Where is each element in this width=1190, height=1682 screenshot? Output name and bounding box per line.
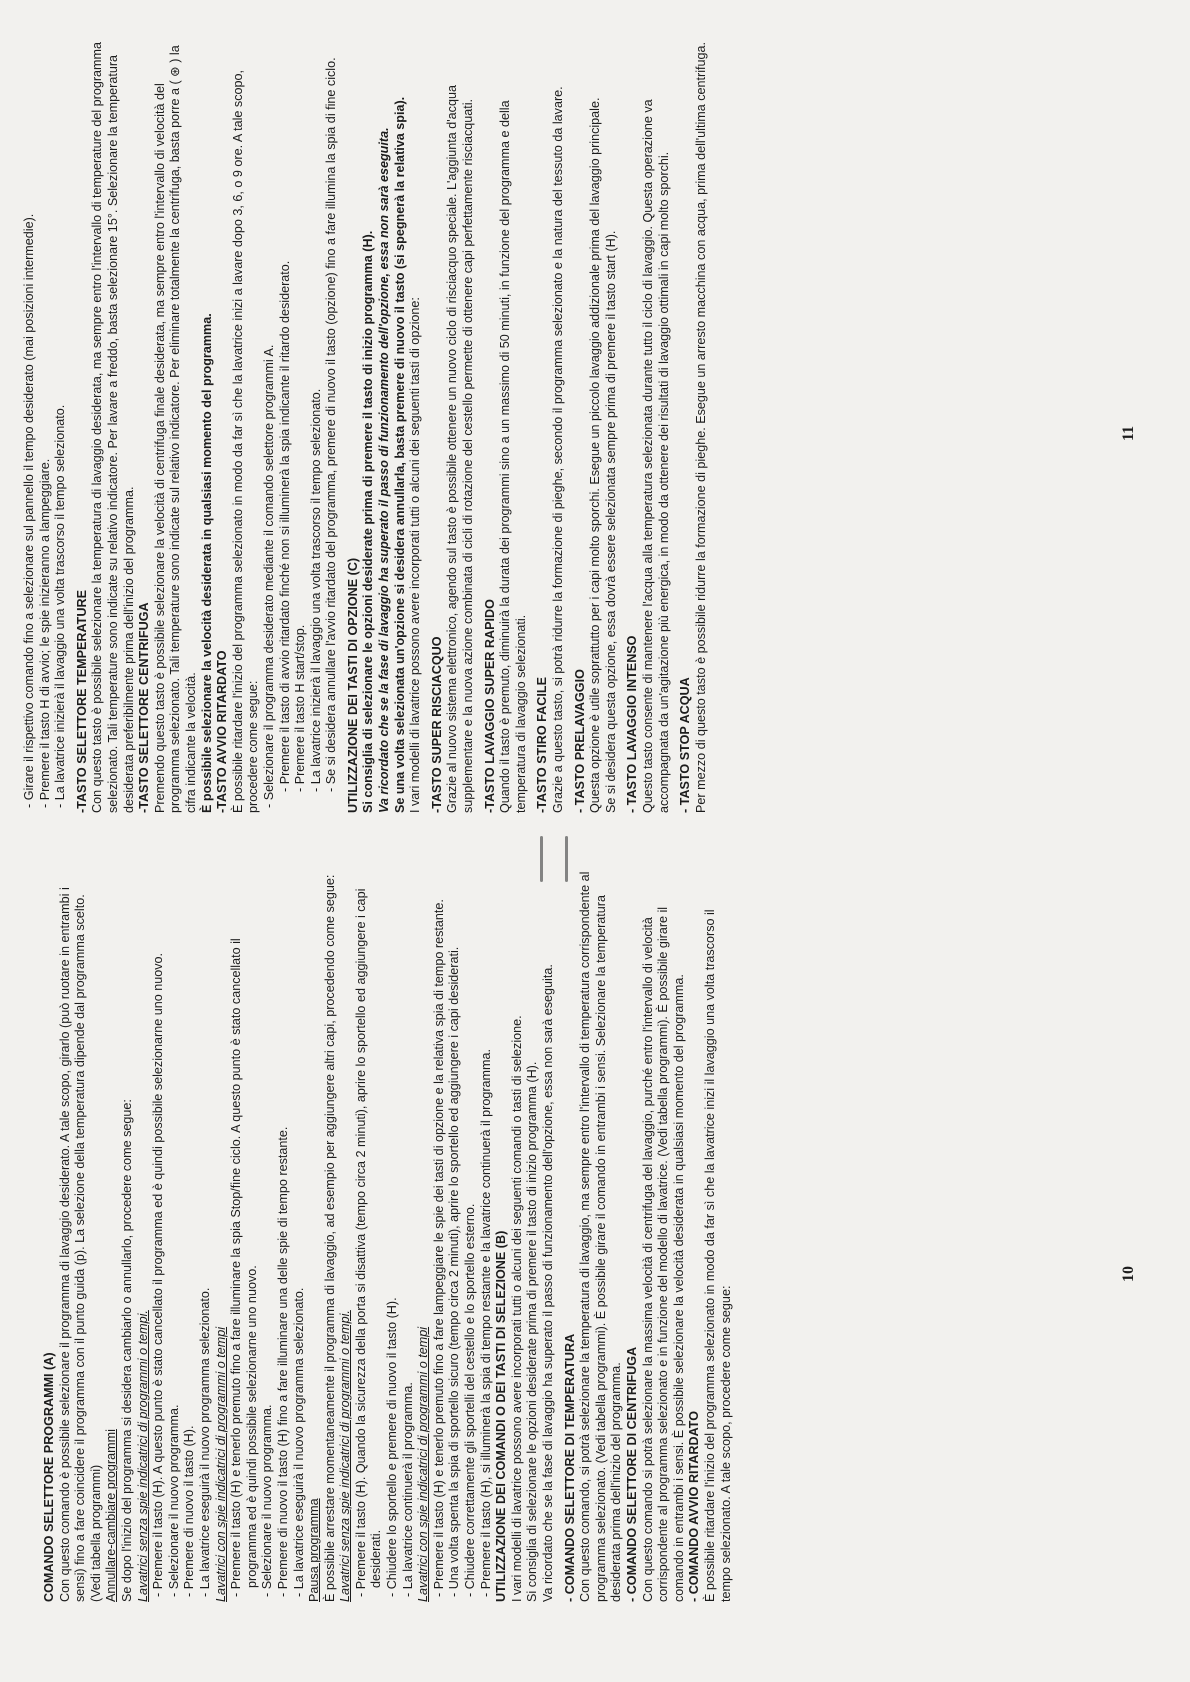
text-line: - TASTO LAVAGGIO INTENSO xyxy=(625,635,640,813)
text-line: Lavatrici con spie indicatrici di programmi o tempi xyxy=(213,1326,228,1602)
text-line: Pausa programma xyxy=(307,1498,322,1602)
text-line: Questo tasto consente di mantenere l'acqua alla temperatura selezionata durante tutto il ciclo di lavaggio. Questa operazione va accompagnata da un'agitazione più energica, in modo da ottenere dei risultati di lavaggio ottimali in capi molto sporchi. xyxy=(640,99,671,813)
text-line: UTILIZZAZIONE DEI TASTI DI OPZIONE (C) xyxy=(345,557,360,813)
text-line: I vari modelli di lavatrice possono avere incorporati tutti o alcuni dei seguenti comandi o tasti di selezione. xyxy=(509,1015,524,1602)
text-line: Se dopo l'inizio del programma si desidera cambiarlo o annullarlo, procedere come segue: xyxy=(119,1099,134,1602)
text-line: - COMANDO SELETTORE DI CENTRIFUGA xyxy=(624,1346,639,1602)
text-line: Con questo comando è possibile selezionare il programma di lavaggio desiderato. A tale scopo, girarlo (può ruotare in entrambi i sensi) fino a fare coincidere il programma con il punto guida (p). La selezione della temperatura dipende dal programma scelto. (Vedi tabella programmi) xyxy=(57,887,103,1602)
text-line: - Premere di nuovo il tasto (H) fino a fare illuminare una delle spie di tempo restante. xyxy=(275,1126,290,1597)
text-line: - La lavatrice inizierà il lavaggio una volta trascorso il tempo selezionato. xyxy=(53,404,68,808)
text-line: - Premere il tasto H di avvio; le spie inizieranno a lampeggiare. xyxy=(37,458,52,808)
text-line: - TASTO STOP ACQUA xyxy=(678,677,693,813)
text-line: -TASTO SELETTORE CENTRIFUGA xyxy=(137,602,152,813)
text-line: È possibile ritardare l'inizio del programma selezionato in modo da far sì che la lavatrice inizi il lavaggio una volta trascorso il tempo selezionato. A tale scopo, procedere come segue: xyxy=(702,909,733,1602)
text-line: - Selezionare il nuovo programma. xyxy=(260,1404,275,1597)
text-line: -TASTO STIRO FACILE xyxy=(535,677,550,813)
text-line: - Chiudere lo sportello e premere di nuovo il tasto (H). xyxy=(385,1297,400,1597)
text-line: - TASTO PRELAVAGGIO xyxy=(572,669,587,813)
text-line: -TASTO SELETTORE TEMPERATURE xyxy=(74,590,89,813)
text-line: Lavatrici senza spie indicatrici di programmi o tempi. xyxy=(338,1310,353,1602)
text-line: - La lavatrice eseguirà il nuovo programma selezionato. xyxy=(291,1287,306,1597)
text-line: - Premere il tasto (H). Quando la sicurezza della porta si disattiva (tempo circa 2 minuti), aprire lo sportello ed aggiungere i capi desiderati. xyxy=(353,888,384,1597)
text-line: Grazie a questo tasto, si potrà ridurre la formazione di pieghe, secondo il programma selezionato e la natura del tessuto da lavare. xyxy=(551,86,565,813)
text-line: Si consiglia di selezionare le opzioni desiderate prima di premere il tasto di inizio programma (H). xyxy=(361,230,376,813)
text-line: Lavatrici con spie indicatrici di programmi o tempi xyxy=(416,1326,431,1602)
text-line: - COMANDO AVVIO RITARDATO xyxy=(687,1411,702,1602)
text-line: - Premere il tasto H start/stop. xyxy=(293,624,308,792)
scan-mark xyxy=(565,836,568,882)
text-line: - Se si desidera annullare l'avvio ritardato del programma, premere di nuovo il tasto (opzione) fino a fare illumina la spia di fine ciclo. xyxy=(324,57,339,792)
text-line: - Premere di nuovo il tasto (H). xyxy=(182,1425,197,1597)
text-line: - La lavatrice continuerà il programma. xyxy=(400,1382,415,1597)
text-line: - Premere il tasto (H) e tenerlo premuto fino a fare lampeggiare le spie dei tasti di opzione e la relativa spia di tempo restante. xyxy=(431,899,446,1597)
text-line: Con questo tasto è possibile selezionare la temperatura di lavaggio desiderata, ma sempre entro l'intervallo di temperature del programma selezionato. Tali temperature sono indicate su relativo indicatore. Per lavare a freddo, basta selezionare 15°. Selezionare la temperatura desiderata preferibilmente prima dell'inizio del programma. xyxy=(90,41,136,813)
text-line: - La lavatrice eseguirà il nuovo programma selezionato. xyxy=(197,1287,212,1597)
left-text-column xyxy=(42,871,734,1602)
text-line: Se una volta selezionata un'opzione si desidera annullarla, basta premere di nuovo il tasto (si spegnerà la relativa spia). xyxy=(392,96,407,813)
text-line: -TASTO AVVIO RITARDATO xyxy=(215,650,230,813)
text-line: Questa opzione è utile soprattutto per i capi molto sporchi. Esegue un piccolo lavaggio addizionale prima del lavaggio principale. xyxy=(588,97,603,813)
text-line: È possibile ritardare l'inizio del programma selezionato in modo da far sì che la lavatrice inizi a lavare dopo 3, 6, o 9 ore. A tale scopo, procedere come segue: xyxy=(230,69,261,813)
text-line: Va ricordato che se la fase di lavaggio ha superato il passo di funzionamento dell'opzione, essa non sarà eseguita. xyxy=(377,127,392,813)
text-line: -TASTO LAVAGGIO SUPER RAPIDO xyxy=(482,599,497,813)
text-line: UTILIZZAZIONE DEI COMANDI O DEI TASTI DI SELEZIONE (B) xyxy=(494,1230,509,1602)
text-line: I vari modelli di lavatrice possono avere incorporati tutti o alcuni dei seguenti tasti di opzione: xyxy=(408,297,423,813)
text-line: - Girare il rispettivo comando fino a selezionare sul pannello il tempo desiderato (mai posizioni intermedie). xyxy=(22,213,36,808)
text-line: COMANDO SELETTORE PROGRAMMI (A) xyxy=(42,1352,56,1602)
scan-mark xyxy=(540,836,543,882)
text-line: Per mezzo di questo tasto è possibile ridurre la formazione di pieghe. Esegue un arresto macchina con acqua, prima dell'ultima centrifuga. xyxy=(693,41,708,813)
text-line: - Premere il tasto (H) e tenerlo premuto fino a fare illuminare la spia Stop/fine ciclo. A questo punto è stato cancellato il programma ed è quindi possibile selezionarne uno nuovo. xyxy=(229,938,259,1597)
text-line: Va ricordato che se la fase di lavaggio ha superato il passo di funzionamento dell'opzione, essa non sarà eseguita. xyxy=(541,964,555,1602)
text-line: -TASTO SUPER RISCIACQUO xyxy=(429,636,444,813)
page-number-left: 10 xyxy=(1120,1266,1137,1282)
text-line: Premendo questo tasto è possibile selezionare la velocità di centrifuga finale desiderata, ma sempre entro l'intervallo di velocità del programma selezionato. Tali temperature sono indicate sul relativo indicatore. Per eliminare totalmente la centrifuga, basta porre a ( ⊛ ) la cifra indicante la velocità. xyxy=(152,45,198,813)
text-line: Con questo comando, si potrà selezionare la temperatura di lavaggio, ma sempre entro l'intervallo di temperatura corrispondente al programma selezionato. (Vedi tabella programmi). È possibile girare il comando in entrambi i sensi. Selezionare la temperatura desiderata prima dell'inizio del programma. xyxy=(578,871,624,1602)
text-line: - COMANDO SELETTORE DI TEMPERATURA xyxy=(562,1333,577,1602)
text-line: Si consiglia di selezionare le opzioni desiderate prima di premere il tasto di inizio programma (H). xyxy=(525,1061,540,1602)
text-line: - Selezionare il nuovo programma. xyxy=(166,1404,181,1597)
text-line: È possibile selezionare la velocità desiderata in qualsiasi momento del programma. xyxy=(199,313,214,813)
text-line: Lavatrici senza spie indicatrici di programmi o tempi. xyxy=(135,1310,150,1602)
text-line: È possibile arrestare momentaneamente il programma di lavaggio, ad esempio per aggiungere altri capi, procedendo come segue: xyxy=(322,874,337,1602)
text-line: Grazie al nuovo sistema elettronico, agendo sul tasto è possibile ottenere un nuovo ciclo di risciacquo speciale. L'aggiunta d'acqua supplementare e la nuova azione combinata di cicli di rotazione del cestello permette di ottenere capi perfettamente risciacquati. xyxy=(445,85,476,813)
text-line: Se si desidera questa opzione, essa dovrà essere selezionata sempre prima di premere il tasto start (H). xyxy=(603,230,618,813)
text-line: - La lavatrice inizierà il lavaggio una volta trascorso il tempo selezionato. xyxy=(308,388,323,792)
text-line: - Una volta spenta la spia di sportello sicuro (tempo circa 2 minuti), aprire lo sportello ed aggiungere i capi desiderati. xyxy=(447,946,462,1597)
right-text-column xyxy=(22,40,709,813)
text-line: - Premere il tasto (H), si illuminerà la spia di tempo restante e la lavatrice continuerà il programma. xyxy=(478,1048,493,1597)
text-line: Annullare-cambiare programmi xyxy=(104,1429,119,1602)
page-left xyxy=(0,841,1190,1682)
page-number-right: 11 xyxy=(1120,425,1137,441)
text-line: - Chiudere correttamente gli sportelli del cestello e lo sportello esterno. xyxy=(463,1203,478,1597)
text-line: - Selezionare il programma desiderato mediante il comando selettore programmi A. xyxy=(261,344,276,808)
text-line: - Premere il tasto di avvio ritardato finché non si illuminerà la spia indicante il ritardo desiderato. xyxy=(277,260,292,792)
text-line: Quando il tasto è premuto, diminuirà la durata dei programmi sino a un massimo di 50 minuti, in funzione del programma e della temperatura di lavaggio selezionati. xyxy=(498,100,528,813)
text-line: Con questo comando si potrà selezionare la massima velocità di centrifuga del lavaggio, purché entro l'intervallo di velocità corrispondente al programma selezionato e in funzione del modello di lavatrice. (Vedi tabella programmi). È possibile girare il comando in entrambi i sensi. È possibile selezionare la velocità desiderata in qualsiasi momento del programma. xyxy=(640,906,686,1602)
text-line: - Premere il tasto (H). A questo punto è stato cancellato il programma ed è quindi possibile selezionarne uno nuovo. xyxy=(151,952,166,1597)
